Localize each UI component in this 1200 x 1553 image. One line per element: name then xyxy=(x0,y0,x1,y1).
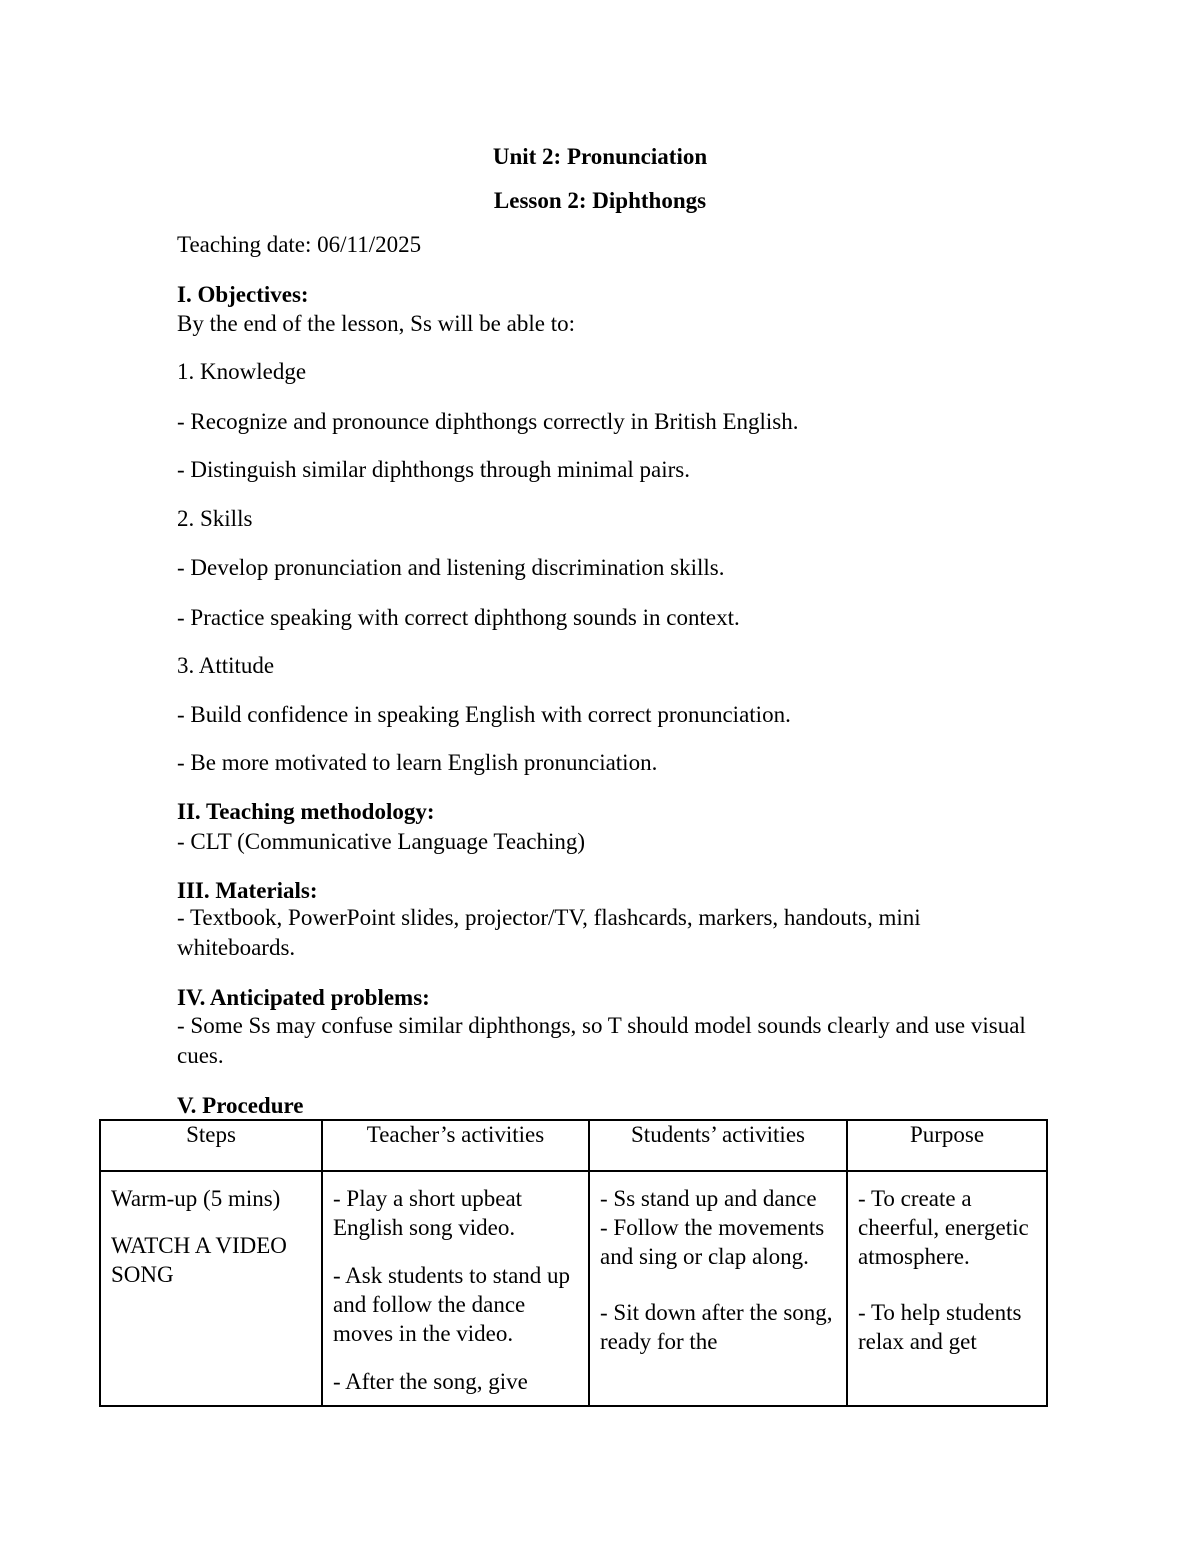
lesson-title: Lesson 2: Diphthongs xyxy=(493,188,707,213)
materials-text: - Textbook, PowerPoint slides, projector/TV, flashcards, markers, handouts, mini whiteboards. xyxy=(177,905,921,960)
student-activity: - Ss stand up and dance xyxy=(600,1186,817,1211)
cell-students xyxy=(589,1171,847,1406)
attitude-item: - Build confidence in speaking English with correct pronunciation. xyxy=(177,702,791,727)
methodology-text: - CLT (Communicative Language Teaching) xyxy=(177,829,586,854)
table-header-row xyxy=(100,1120,1047,1171)
cell-purpose xyxy=(847,1171,1047,1406)
procedure-table xyxy=(99,1119,1048,1407)
step-activity: WATCH A VIDEO SONG xyxy=(111,1233,287,1287)
teacher-activity: - Play a short upbeat English song video. xyxy=(333,1186,523,1240)
materials-heading: III. Materials: xyxy=(177,878,318,903)
skills-item: - Develop pronunciation and listening discrimination skills. xyxy=(177,555,725,580)
teacher-activity: - After the song, give xyxy=(333,1369,528,1394)
purpose-item: - To create a cheerful, energetic atmosphere. xyxy=(858,1186,1029,1269)
teaching-date: Teaching date: 06/11/2025 xyxy=(177,232,422,257)
step-name: Warm-up (5 mins) xyxy=(111,1186,281,1211)
methodology-heading: II. Teaching methodology: xyxy=(177,799,435,824)
unit-title: Unit 2: Pronunciation xyxy=(492,144,708,169)
column-header-steps: Steps xyxy=(100,1120,322,1171)
knowledge-item: - Recognize and pronounce diphthongs correctly in British English. xyxy=(177,409,799,434)
skills-item: - Practice speaking with correct diphthong sounds in context. xyxy=(177,605,740,630)
attitude-item: - Be more motivated to learn English pronunciation. xyxy=(177,750,658,775)
attitude-heading: 3. Attitude xyxy=(177,653,275,678)
column-header-purpose: Purpose xyxy=(847,1120,1047,1171)
cell-teacher xyxy=(322,1171,589,1406)
knowledge-heading: 1. Knowledge xyxy=(177,359,307,384)
student-activity: - Sit down after the song, ready for the xyxy=(600,1300,833,1354)
objectives-heading: I. Objectives: xyxy=(177,282,309,307)
table-row xyxy=(100,1171,1047,1406)
knowledge-item: - Distinguish similar diphthongs through minimal pairs. xyxy=(177,457,691,482)
objectives-intro: By the end of the lesson, Ss will be able to: xyxy=(177,311,575,336)
column-header-students: Students’ activities xyxy=(589,1120,847,1171)
cell-steps xyxy=(100,1171,322,1406)
column-header-teacher: Teacher’s activities xyxy=(322,1120,589,1171)
problems-heading: IV. Anticipated problems: xyxy=(177,985,430,1010)
teacher-activity: - Ask students to stand up and follow the dance moves in the video. xyxy=(333,1263,571,1346)
skills-heading: 2. Skills xyxy=(177,506,253,531)
procedure-heading: V. Procedure xyxy=(177,1093,304,1118)
student-activity: - Follow the movements and sing or clap along. xyxy=(600,1215,825,1269)
problems-text: - Some Ss may confuse similar diphthongs, so T should model sounds clearly and use visual cues. xyxy=(177,1013,1026,1068)
purpose-item: - To help students relax and get xyxy=(858,1300,1022,1354)
